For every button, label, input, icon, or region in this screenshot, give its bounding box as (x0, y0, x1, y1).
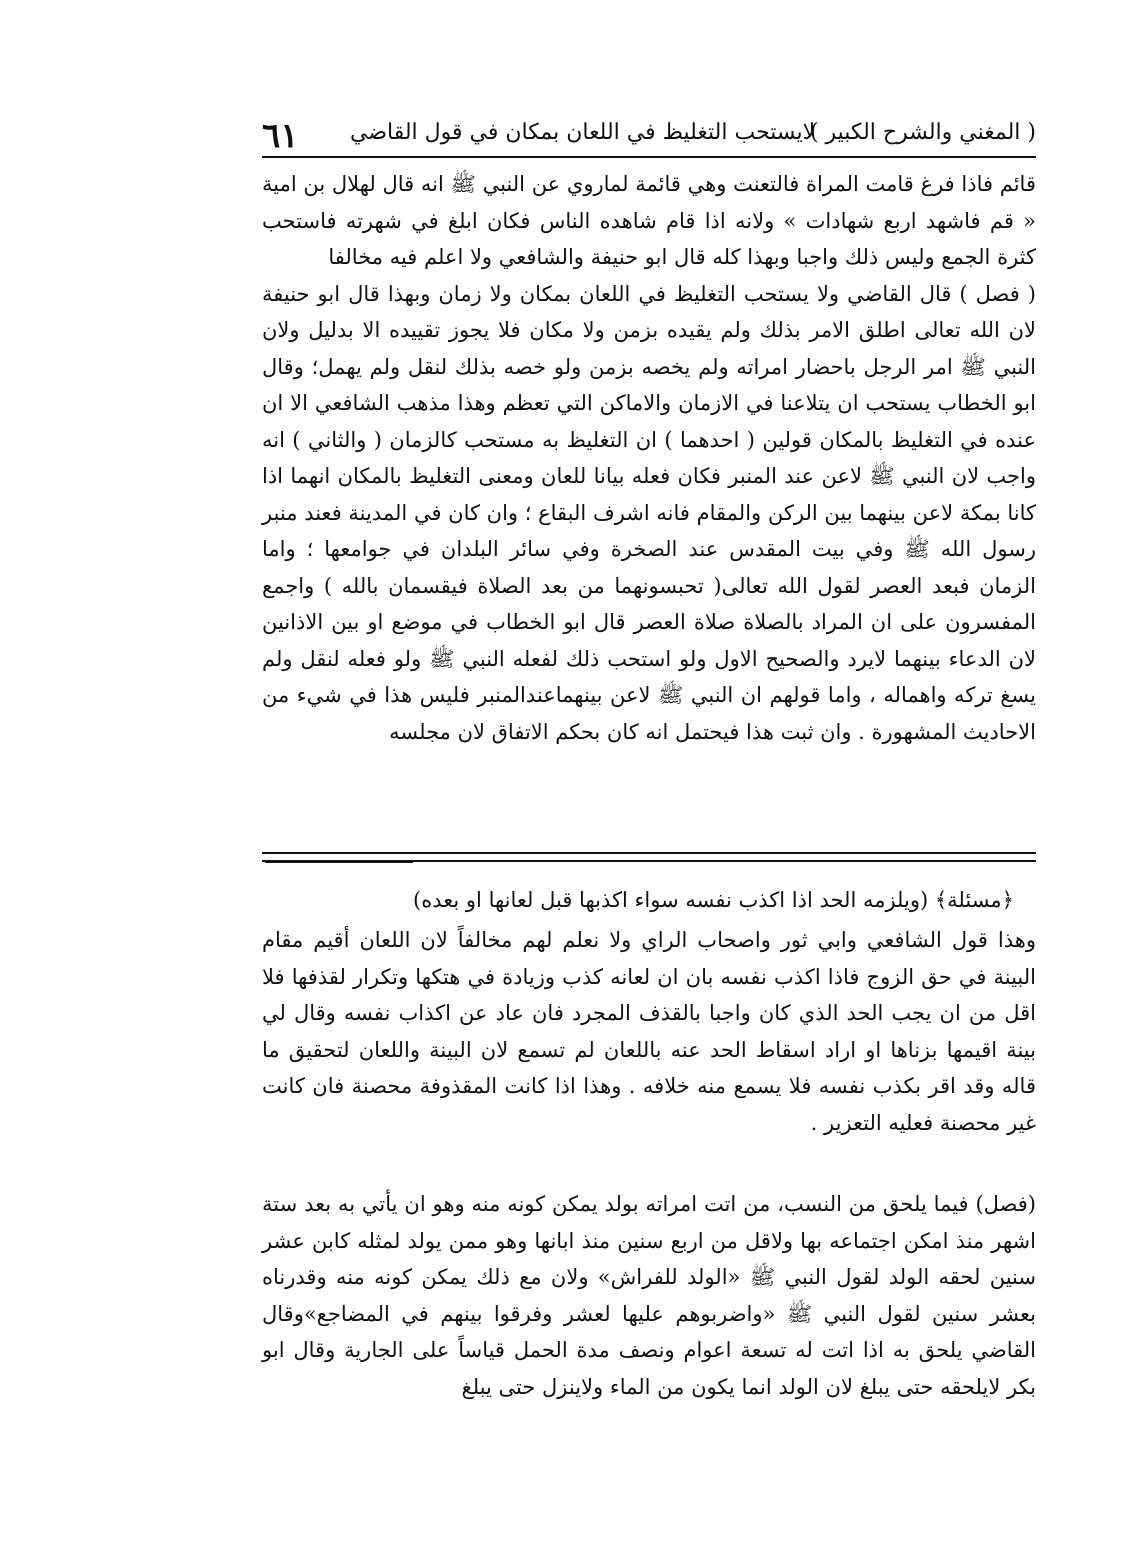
masala-heading: ﴿مسئلة﴾ (ويلزمه الحد اذا اكذب نفسه سواء اكذبها قبل لعانها او بعده) (413, 888, 1014, 912)
paragraph-fasl-nasab: (فصل) فيما يلحق من النسب، من اتت امراته بولد يمكن كونه منه وهو ان يأتي به بعد ستة اشهر منذ امكن اجتماعه بها ولاقل من اربع سنين منذ ابانها وهو ممن يولد لمثله كابن عشر سنين لحقه الولد لقول النبي ﷺ «الولد للفراش» ولان مع ذلك يمكن كونه منه وقدرناه بعشر سنين لقول النبي ﷺ «واضربوهم عليها لعشر وفرقوا بينهم في المضاجع»وقال القاضي يلحق به اذا اتت له تسعة اعوام ونصف مدة الحمل قياساً على الجارية وقال ابو بكر لايلحقه حتى يبلغ لان الولد انما يكون من الماء ولاينزل حتى يبلغ (262, 1192, 1036, 1399)
page-header (262, 110, 1036, 158)
running-title: ( المغني والشرح الكبير ) (809, 120, 1036, 145)
section-fasl-nasab (262, 1186, 1036, 1405)
running-subject: لايستحب التغليظ في اللعان بمكان في قول القاضي (350, 120, 816, 145)
section-continued-text (262, 166, 1036, 750)
paragraph-fasl-taghliz: ( فصل ) قال القاضي ولا يستحب التغليظ في اللعان بمكان ولا زمان وبهذا قال ابو حنيفة لان الله تعالى اطلق الامر بذلك ولم يقيده بزمن ولا مكان فلا يجوز تقييده الا بدليل ولان النبي ﷺ امر الرجل باحضار امراته ولم يخصه بزمن ولو خصه بذلك لنقل ولم يهمل؛ وقال ابو الخطاب يستحب ان يتلاعنا في الازمان والاماكن التي تعظم وهذا مذهب الشافعي الا ان عنده في التغليظ بالمكان قولين ( احدهما ) ان التغليظ به مستحب كالزمان ( والثاني ) انه واجب لان النبي ﷺ لاعن عند المنبر فكان فعله بيانا للعان ومعنى التغليظ بالمكان انهما اذا كانا بمكة لاعن بينهما بين الركن والمقام فانه اشرف البقاع ؛ وان كان في المدينة فعند منبر رسول الله ﷺ وفي بيت المقدس عند الصخرة وفي سائر البلدان في جوامعها ؛ واما الزمان فبعد العصر لقول الله تعالى( تحبسونهما من بعد الصلاة فيقسمان بالله ) واجمع المفسرون على ان المراد بالصلاة صلاة العصر قال ابو الخطاب في موضع او بين الاذانين لان الدعاء بينهما لايرد والصحيح الاول ولو استحب ذلك لفعله النبي ﷺ ولو فعله لنقل ولم يسغ تركه واهماله ، واما قولهم ان النبي ﷺ لاعن بينهماعندالمنبر فليس هذا في شيء من الاحاديث المشهورة . وان ثبت هذا فيحتمل انه كان بحكم الاتفاق لان مجلسه (262, 281, 1036, 744)
paragraph-commentary: وهذا قول الشافعي وابي ثور واصحاب الراي ولا نعلم لهم مخالفاً لان اللعان أقيم مقام البينة في حق الزوج فاذا اكذب نفسه بان ان لعانه كذب وزيادة في هتكها وتكرار لقذفها فلا اقل من ان يجب الحد الذي كان واجبا بالقذف المجرد فان عاد عن اكذاب نفسه وقال لي بينة اقيمها بزناها او اراد اسقاط الحد عنه باللعان لم تسمع لان البينة واللعان لتحقيق ما قاله وقد اقر بكذب نفسه فلا يسمع منه خلافه . وهذا اذا كانت المقذوفة محصنة فان كانت غير محصنة فعليه التعزير . (262, 928, 1036, 1135)
divider-short-rule (265, 862, 413, 863)
section-divider (262, 852, 1036, 862)
paragraph-opening: قائم فاذا فرغ قامت المراة فالتعنت وهي قائمة لماروي عن النبي ﷺ انه قال لهلال بن امية « قم فاشهد اربع شهادات » ولانه اذا قام شاهده الناس فكان ابلغ في شهرته فاستحب كثرة الجمع وليس ذلك واجبا وبهذا كله قال ابو حنيفة والشافعي ولا اعلم فيه مخالفا (262, 172, 1036, 269)
header-rule (262, 156, 1036, 158)
masala-commentary (262, 922, 1036, 1141)
page-number: ٦١ (262, 116, 299, 156)
